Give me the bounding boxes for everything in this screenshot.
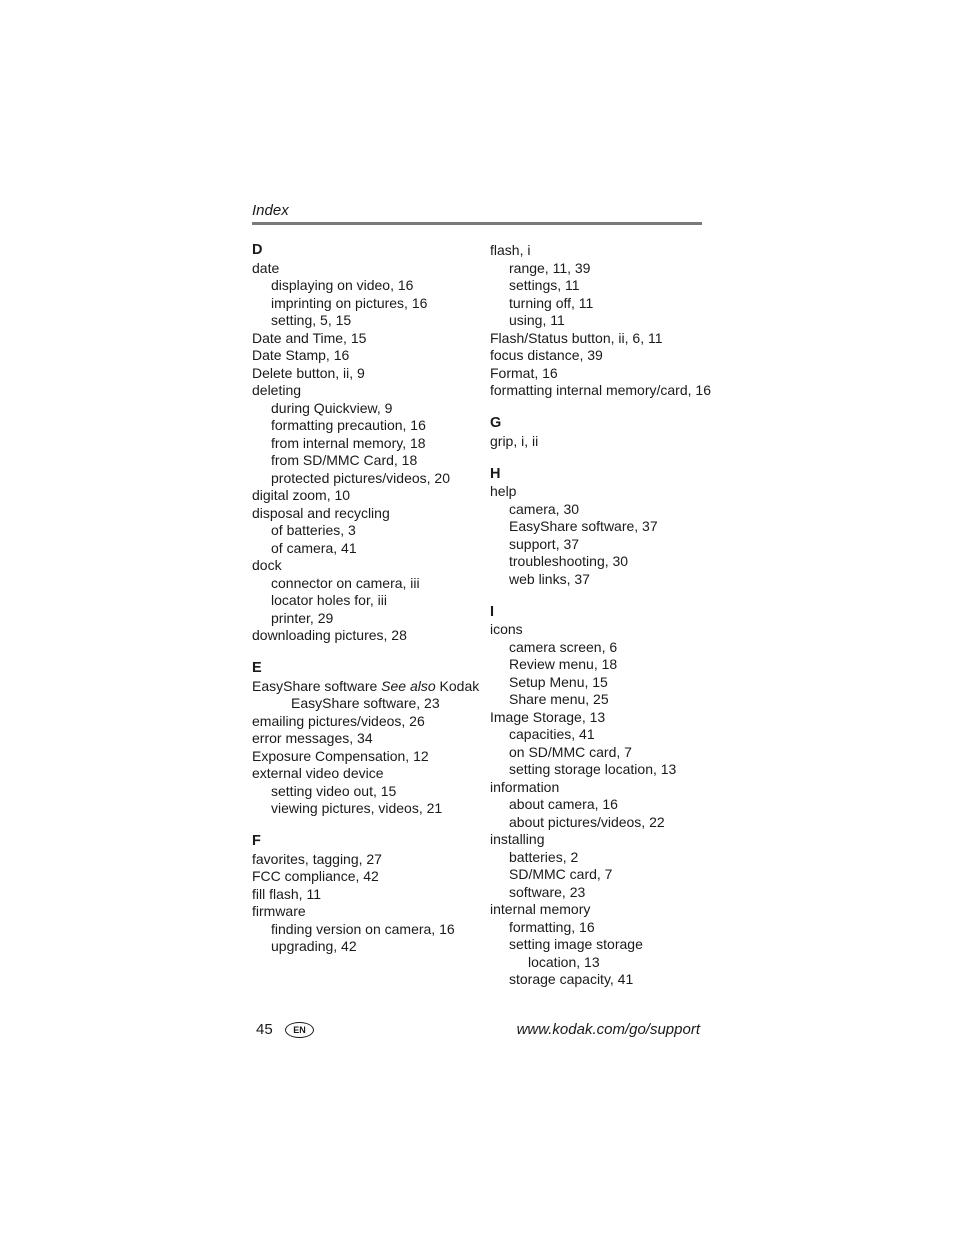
index-subentry	[490, 954, 725, 972]
index-section	[490, 466, 725, 589]
index-subentry	[490, 553, 725, 571]
index-subentry	[252, 312, 487, 330]
index-section	[252, 660, 487, 818]
entry-text: storage capacity, 41	[509, 971, 634, 987]
entry-text: of batteries, 3	[271, 522, 356, 538]
index-subentry	[252, 783, 487, 801]
entry-text: focus distance, 39	[490, 347, 603, 363]
index-subentry	[490, 796, 725, 814]
page-number: 45	[256, 1021, 273, 1038]
entry-text: grip, i, ii	[490, 432, 539, 449]
entry-text: troubleshooting, 30	[509, 553, 629, 569]
entry-text: Image Storage, 13	[490, 708, 606, 725]
entry-text: location, 13	[528, 953, 600, 970]
index-subentry	[490, 656, 725, 674]
entry-text: fill flash, 11	[252, 885, 321, 902]
entry-text: software, 23	[509, 883, 586, 900]
entry-text: Delete button, ii, 9	[252, 364, 365, 381]
entry-text: date	[252, 259, 280, 276]
entry-text: information	[490, 778, 560, 795]
entry-text: upgrading, 42	[271, 938, 357, 954]
section-letter: E	[252, 660, 262, 676]
entry-text: displaying on video, 16	[271, 277, 414, 293]
header-divider	[252, 222, 702, 225]
entry-text: locator holes for, iii	[271, 592, 387, 608]
index-subentry	[490, 866, 725, 884]
index-entry	[252, 851, 487, 869]
index-subentry	[252, 452, 487, 470]
index-entry	[252, 487, 487, 505]
index-subentry	[252, 610, 487, 628]
index-subentry	[490, 726, 725, 744]
entry-text: Date and Time, 15	[252, 329, 367, 346]
index-subentry	[490, 277, 725, 295]
index-entry	[252, 627, 487, 645]
entry-text: web links, 37	[509, 570, 590, 587]
entry-text: formatting, 16	[509, 918, 595, 935]
index-entry	[490, 242, 725, 260]
index-subentry	[252, 592, 487, 610]
index-entry	[252, 365, 487, 383]
index-entry	[490, 621, 725, 639]
entry-text: Format, 16	[490, 364, 558, 381]
entry-text-continued: Kodak	[435, 677, 480, 694]
entry-text: about pictures/videos, 22	[509, 813, 665, 830]
entry-text: during Quickview, 9	[271, 399, 393, 416]
entry-text: viewing pictures, videos, 21	[271, 800, 443, 816]
entry-text: camera, 30	[509, 500, 580, 517]
entry-text: from SD/MMC Card, 18	[271, 452, 418, 468]
index-subentry	[252, 575, 487, 593]
entry-text: from internal memory, 18	[271, 434, 426, 451]
index-entry	[490, 365, 725, 383]
entry-text: formatting internal memory/card, 16	[490, 382, 711, 398]
entry-text: disposal and recycling	[252, 504, 390, 521]
language-badge-icon: EN	[285, 1022, 314, 1038]
index-entry	[490, 709, 725, 727]
index-subentry	[490, 260, 725, 278]
entry-text: using, 11	[509, 312, 565, 328]
index-subentry	[252, 540, 487, 558]
entry-text: EasyShare software, 37	[509, 518, 658, 534]
index-subentry	[490, 295, 725, 313]
index-section	[252, 242, 487, 645]
index-section	[490, 604, 725, 989]
entry-text: capacities, 41	[509, 726, 595, 742]
entry-text: Setup Menu, 15	[509, 673, 608, 690]
index-subentry	[490, 849, 725, 867]
entry-text: firmware	[252, 903, 306, 919]
index-subentry	[252, 522, 487, 540]
entry-text: Exposure Compensation, 12	[252, 747, 429, 764]
entry-text: favorites, tagging, 27	[252, 850, 382, 867]
entry-text: connector on camera, iii	[271, 574, 420, 591]
index-entry	[252, 382, 487, 400]
index-section	[252, 833, 487, 956]
index-subentry	[490, 936, 725, 954]
index-subentry	[490, 761, 725, 779]
index-subentry	[490, 518, 725, 536]
index-entry	[490, 483, 725, 501]
index-entry	[252, 505, 487, 523]
index-subentry	[252, 435, 487, 453]
index-subentry	[490, 744, 725, 762]
entry-text: help	[490, 483, 517, 499]
index-entry	[252, 730, 487, 748]
entry-text: emailing pictures/videos, 26	[252, 712, 425, 729]
entry-text: range, 11, 39	[509, 259, 591, 276]
index-column-right	[490, 242, 725, 1004]
index-subentry	[252, 400, 487, 418]
index-entry	[490, 433, 725, 451]
index-entry	[252, 886, 487, 904]
entry-text: digital zoom, 10	[252, 487, 351, 503]
index-subentry	[490, 919, 725, 937]
entry-text: downloading pictures, 28	[252, 627, 407, 643]
support-url: www.kodak.com/go/support	[516, 1021, 700, 1038]
entry-text: on SD/MMC card, 7	[509, 743, 632, 760]
index-subentry	[490, 501, 725, 519]
entry-text: setting video out, 15	[271, 782, 397, 799]
entry-text: Share menu, 25	[509, 691, 609, 707]
entry-text: flash, i	[490, 242, 531, 258]
index-subentry	[490, 691, 725, 709]
index-subentry	[252, 470, 487, 488]
index-entry	[252, 557, 487, 575]
entry-text: Flash/Status button, ii, 6, 11	[490, 329, 663, 346]
index-subentry	[252, 800, 487, 818]
index-subentry	[252, 417, 487, 435]
entry-text: protected pictures/videos, 20	[271, 469, 450, 486]
index-subentry	[490, 884, 725, 902]
entry-text: setting image storage	[509, 936, 643, 952]
entry-text: icons	[490, 621, 523, 637]
entry-text: camera screen, 6	[509, 638, 618, 655]
index-entry	[252, 713, 487, 731]
index-entry	[252, 748, 487, 766]
entry-text: setting, 5, 15	[271, 312, 352, 328]
index-entry	[252, 347, 487, 365]
index-subentry	[490, 674, 725, 692]
section-letter: H	[490, 465, 501, 482]
index-section	[490, 242, 725, 400]
index-entry	[490, 382, 725, 400]
index-subentry	[252, 695, 487, 713]
index-subentry	[252, 921, 487, 939]
entry-text: deleting	[252, 382, 302, 398]
index-subentry	[490, 639, 725, 657]
entry-text: finding version on camera, 16	[271, 920, 455, 937]
entry-text: dock	[252, 557, 282, 573]
see-also-text: See also	[381, 677, 436, 694]
entry-text: error messages, 34	[252, 730, 373, 746]
entry-text: turning off, 11	[509, 294, 594, 311]
index-subentry	[490, 814, 725, 832]
section-letter: I	[490, 603, 495, 620]
entry-text: of camera, 41	[271, 539, 357, 556]
entry-text: settings, 11	[509, 277, 580, 293]
entry-text: EasyShare software, 23	[291, 695, 440, 711]
entry-text: FCC compliance, 42	[252, 868, 379, 884]
section-letter: G	[490, 415, 502, 431]
index-entry	[252, 330, 487, 348]
index-entry	[252, 765, 487, 783]
index-entry	[490, 347, 725, 365]
entry-text: support, 37	[509, 535, 580, 552]
entry-text: Date Stamp, 16	[252, 347, 350, 363]
page-header-title: Index	[252, 202, 289, 219]
entry-text: about camera, 16	[509, 796, 618, 812]
index-entry	[252, 903, 487, 921]
section-letter: F	[252, 833, 261, 849]
index-subentry	[252, 938, 487, 956]
index-column-left	[252, 242, 487, 971]
section-letter: D	[252, 242, 263, 258]
index-subentry	[490, 536, 725, 554]
index-entry	[490, 779, 725, 797]
entry-text: printer, 29	[271, 609, 334, 626]
index-entry	[490, 901, 725, 919]
index-subentry	[252, 295, 487, 313]
index-section	[490, 415, 725, 450]
index-entry	[490, 831, 725, 849]
entry-text: formatting precaution, 16	[271, 417, 426, 433]
entry-text: Review menu, 18	[509, 656, 618, 672]
index-subentry	[490, 971, 725, 989]
entry-text: imprinting on pictures, 16	[271, 294, 428, 311]
entry-text: internal memory	[490, 901, 591, 917]
entry-text: SD/MMC card, 7	[509, 866, 613, 882]
entry-text: setting storage location, 13	[509, 761, 677, 777]
index-subentry	[490, 571, 725, 589]
index-entry	[252, 260, 487, 278]
entry-text: batteries, 2	[509, 848, 579, 865]
index-subentry	[490, 312, 725, 330]
entry-text: installing	[490, 831, 545, 847]
entry-text: external video device	[252, 765, 384, 781]
index-subentry	[252, 277, 487, 295]
index-entry	[490, 330, 725, 348]
index-entry	[252, 678, 487, 696]
index-entry	[252, 868, 487, 886]
entry-text: EasyShare software	[252, 677, 382, 694]
